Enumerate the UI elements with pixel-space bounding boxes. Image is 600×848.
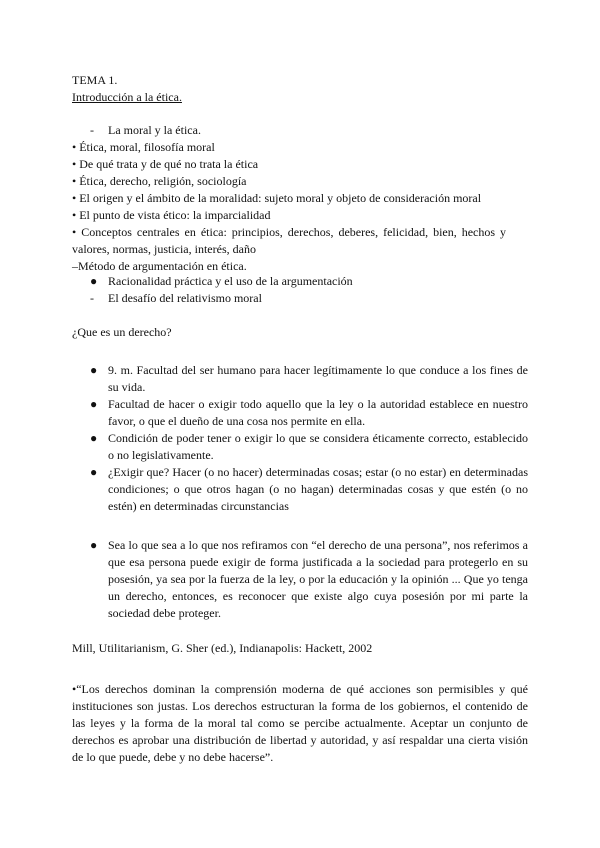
outline-bullet-item: • El punto de vista ético: la imparcialidad	[72, 208, 271, 222]
outline-concepts-line: valores, normas, justicia, interés, daño	[72, 242, 256, 256]
doc-title: TEMA 1.	[72, 73, 118, 87]
outline-bullet-item: • De qué trata y de qué no trata la ética	[72, 157, 259, 171]
outline-bullet-item: • Ética, derecho, religión, sociología	[72, 174, 247, 188]
dash-marker: -	[90, 123, 94, 137]
definition-item: ¿Exigir que? Hacer (o no hacer) determinadas cosas; estar (o no estar) en determinadas condiciones; o que otros hagan (o no hagan) determinadas cosas y que estén (o no estén) en determinadas circunstancias	[108, 465, 528, 513]
definition-item: 9. m. Facultad del ser humano para hacer legítimamente lo que conduce a los fines de su vida.	[108, 363, 528, 394]
dash-marker: -	[90, 291, 94, 305]
outline-bullet-item: • El origen y el ámbito de la moralidad: sujeto moral y objeto de consideración moral	[72, 191, 482, 205]
outline-method: –Método de argumentación en ética.	[72, 259, 247, 273]
outline-dash-item: La moral y la ética.	[108, 123, 201, 137]
definition-item: Facultad de hacer o exigir todo aquello que la ley o la autoridad establece en nuestro favor, o que el dueño de una cosa nos permite en ella.	[108, 397, 528, 428]
outline-bullet-item: • Ética, moral, filosofía moral	[72, 140, 215, 154]
bullet-marker: ●	[90, 363, 98, 377]
final-quote: •“Los derechos dominan la comprensión moderna de qué acciones son permisibles y qué instituciones son justas. Los derechos estructuran la forma de los gobiernos, el contenido de las leyes y la forma de la moral tal como se percibe actualmente. Aceptar un conjunto de derechos es aprobar una distribución de libertad y autoridad, y así respaldar una cierta visión de lo que puede, debe y no debe hacerse”.	[72, 682, 528, 764]
bullet-marker: ●	[90, 274, 98, 288]
section-question: ¿Que es un derecho?	[72, 325, 172, 339]
definition-item: Condición de poder tener o exigir lo que se considera éticamente correcto, establecido o no legislativamente.	[108, 431, 528, 462]
bullet-marker: ●	[90, 431, 98, 445]
outline-sub-dash: El desafío del relativismo moral	[108, 291, 262, 305]
outline-concepts-line: • Conceptos centrales en ética: principios, derechos, deberes, felicidad, bien, hechos y	[72, 225, 507, 239]
bullet-marker: ●	[90, 397, 98, 411]
bullet-marker: ●	[90, 538, 98, 552]
bullet-marker: ●	[90, 465, 98, 479]
citation: Mill, Utilitarianism, G. Sher (ed.), Indianapolis: Hackett, 2002	[72, 641, 373, 655]
mill-quote: Sea lo que sea a lo que nos refiramos con “el derecho de una persona”, nos referimos a que esa persona puede exigir de forma justificada a la sociedad para protegerlo en su posesión, ya sea por la fuerza de la ley, o por la educación y la opinión ... Que yo tenga un derecho, entonces, es reconocer que existe algo cuya posesión por mi parte la sociedad debe proteger.	[108, 538, 528, 620]
outline-sub-bullet: Racionalidad práctica y el uso de la argumentación	[108, 274, 353, 288]
doc-subtitle: Introducción a la ética.	[72, 90, 182, 104]
